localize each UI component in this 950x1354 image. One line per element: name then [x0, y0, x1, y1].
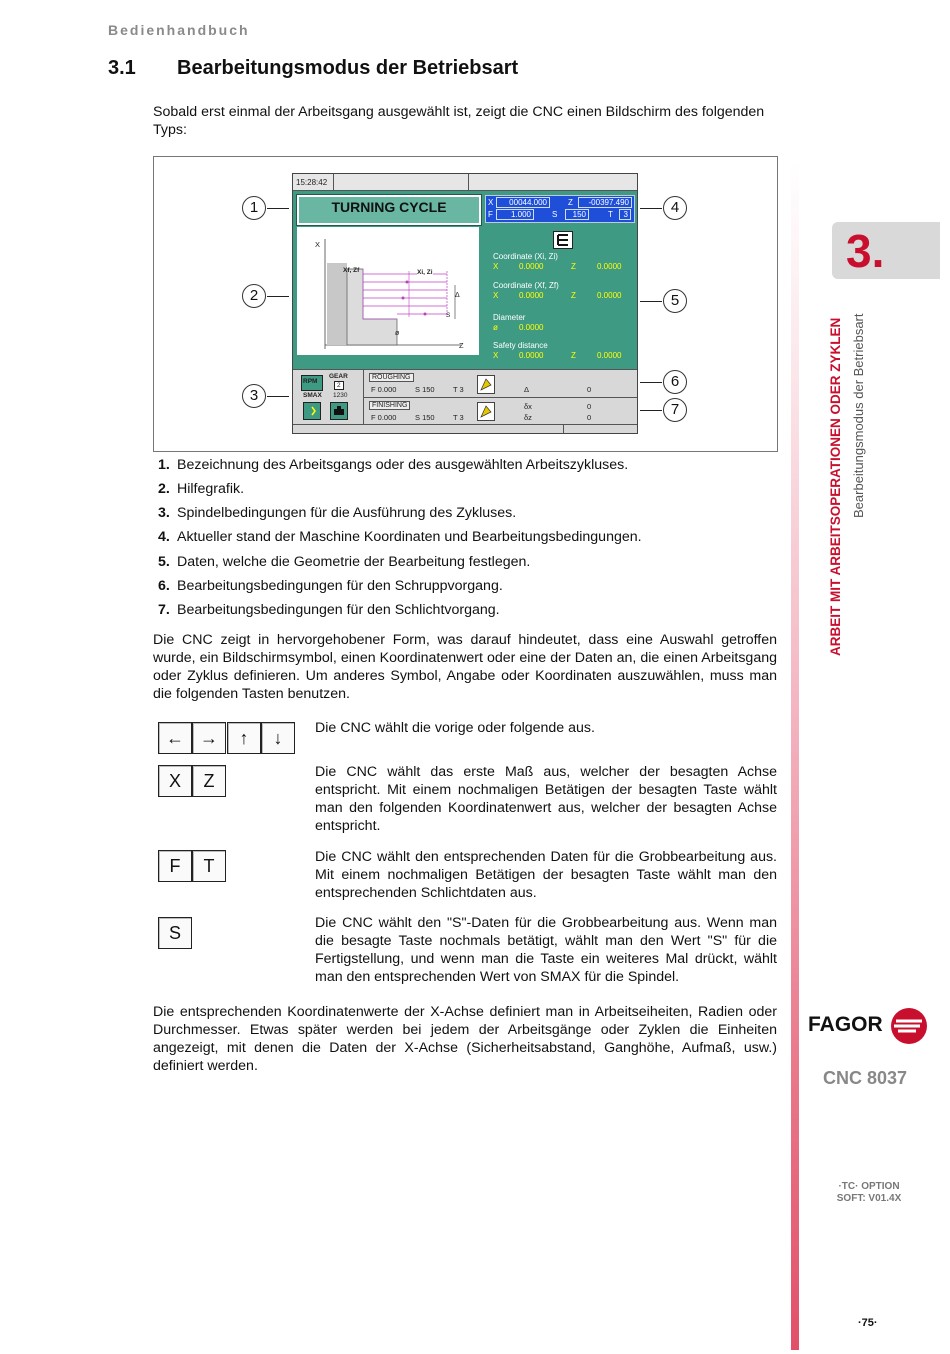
data-3-x-label: ø: [493, 323, 498, 332]
section-title: Bearbeitungsmodus der Betriebsart: [177, 57, 519, 79]
finishing-param1-value[interactable]: 0: [587, 402, 592, 411]
callout-3-arrow: [267, 396, 289, 397]
key-down[interactable]: ↓: [261, 722, 295, 754]
callout-4: 4: [663, 196, 687, 220]
callout-1-arrow: [267, 208, 289, 209]
running-header: Bedienhandbuch: [108, 22, 250, 38]
data-4-x-value[interactable]: 0.0000: [519, 351, 544, 360]
cycle-title: TURNING CYCLE: [331, 199, 447, 215]
data-1-title: Coordinate (Xi, Zi): [493, 252, 558, 261]
coolant-icon[interactable]: [330, 402, 348, 420]
key-z[interactable]: Z: [192, 765, 226, 797]
pos-x-value: 00044.000: [496, 197, 550, 208]
soft-version: SOFT: V01.4X: [836, 1193, 902, 1204]
callout-6-arrow: [640, 382, 662, 383]
pos-t-label: T: [608, 210, 613, 219]
fagor-logo-icon: [890, 1007, 928, 1045]
cycle-icon[interactable]: [553, 231, 573, 249]
data-4-x-label: X: [493, 351, 499, 360]
roughing-param-label: Δ: [524, 385, 530, 394]
spindle-direction-icon[interactable]: [303, 402, 321, 420]
pos-t-value: 3: [619, 209, 631, 220]
finishing-label: FINISHING: [369, 401, 410, 410]
data-1-z-value[interactable]: 0.0000: [597, 262, 622, 271]
section-number: 3.1: [108, 57, 136, 79]
pos-z-label: Z: [568, 198, 573, 207]
page-number: ·75·: [858, 1317, 878, 1329]
callout-2-arrow: [267, 296, 289, 297]
graphic-z-axis: Z: [459, 341, 464, 350]
finishing-tool-icon[interactable]: [477, 402, 495, 421]
pos-s-value: 150: [565, 209, 589, 220]
data-4-z-value[interactable]: 0.0000: [597, 351, 622, 360]
data-1-z-label: Z: [571, 262, 576, 271]
chapter-title-vertical: ARBEIT MIT ARBEITSOPERATIONEN ODER ZYKLEN: [828, 317, 843, 656]
pos-f-label: F: [488, 210, 493, 219]
key-f[interactable]: F: [158, 850, 192, 882]
pos-f-value: 1.000: [496, 209, 534, 220]
smax-value[interactable]: 1230: [333, 392, 348, 399]
roughing-tool-icon[interactable]: [477, 375, 495, 394]
roughing-label: ROUGHING: [369, 373, 414, 382]
data-1-x-value[interactable]: 0.0000: [519, 262, 544, 271]
finishing-param2-value[interactable]: 0: [587, 413, 592, 422]
data-2-z-label: Z: [571, 291, 576, 300]
roughing-s[interactable]: S 150: [415, 385, 435, 394]
graphic-s: S: [446, 312, 451, 319]
callout-5: 5: [663, 289, 687, 313]
screen-time: 15:28:42: [296, 178, 328, 187]
pos-s-label: S: [552, 210, 558, 219]
finishing-param1-label: δx: [524, 402, 532, 411]
callout-5-arrow: [640, 301, 662, 302]
data-2-x-label: X: [493, 291, 499, 300]
selection-paragraph: Die CNC zeigt in hervorgehobener Form, was darauf hindeutet, dass eine Auswahl getroffen wurde, ein Bildschirmsymbol, einen Koordinatenwert oder eine der Daten an, die einen Arbeitsgang oder Zyklus definieren. Um anderes Symbol, Angabe oder Koordinaten auszuwählen, muss man die folgenden Tasten benutzen.: [153, 632, 777, 702]
finishing-t[interactable]: T 3: [453, 413, 464, 422]
axis-keys-description: Die CNC wählt das erste Maß aus, welcher der besagten Achse entspricht. Mit einem nochmaligen Betätigen der besagten Taste wählt man den folgenden Koordinatenwert aus, welcher der besagten Achse entspricht.: [315, 764, 777, 834]
gear-value[interactable]: 2: [334, 381, 344, 390]
finishing-param2-label: δz: [524, 413, 532, 422]
data-1-x-label: X: [493, 262, 499, 271]
pos-x-label: X: [488, 198, 494, 207]
key-left[interactable]: ←: [158, 722, 192, 754]
cnc-model: CNC 8037: [823, 1068, 908, 1088]
callout-3: 3: [242, 384, 266, 408]
graphic-x-axis: X: [315, 240, 321, 249]
gear-label: GEAR: [329, 373, 348, 380]
callout-4-arrow: [640, 208, 662, 209]
graphic-label-i: Xi, Zi: [417, 269, 433, 276]
data-3-title: Diameter: [493, 313, 526, 322]
data-4-title: Safety distance: [493, 341, 548, 350]
smax-label: SMAX: [303, 392, 322, 399]
intro-paragraph: Sobald erst einmal der Arbeitsgang ausgewählt ist, zeigt die CNC einen Bildschirm des folgenden Typs:: [153, 104, 765, 138]
callout-6: 6: [663, 370, 687, 394]
callout-2: 2: [242, 284, 266, 308]
roughing-t[interactable]: T 3: [453, 385, 464, 394]
data-3-x-value[interactable]: 0.0000: [519, 323, 544, 332]
roughing-param-value[interactable]: 0: [587, 385, 592, 394]
option-info: [808, 1181, 930, 1205]
fagor-logo-text: FAGOR: [808, 1013, 883, 1036]
section-title-vertical: Bearbeitungsmodus der Betriebsart: [851, 313, 866, 518]
sidebar-color-bar: [791, 160, 799, 1350]
data-2-z-value[interactable]: 0.0000: [597, 291, 622, 300]
cnc-screen: [292, 173, 638, 434]
pos-z-value: -00397.490: [578, 197, 632, 208]
arrow-keys-description: Die CNC wählt die vorige oder folgende aus.: [315, 720, 595, 736]
data-4-z-label: Z: [571, 351, 576, 360]
finishing-f[interactable]: F 0.000: [371, 413, 397, 422]
ft-keys-description: Die CNC wählt den entsprechenden Daten für die Grobbearbeitung aus. Mit einem nochmaligen Betätigen der besagten Taste wählt man den entsprechenden Schlichtdaten aus.: [315, 849, 777, 901]
key-right[interactable]: →: [192, 722, 226, 754]
s-key-description: Die CNC wählt den "S"-Daten für die Grobbearbeitung aus. Wenn man die besagte Taste nochmals betätigt, wählt man den Wert "S" für die Fertigstellung, und wenn man die Taste ein weiteres Mal drückt, wählt man den entsprechenden Wert von SMAX für die Spindel.: [315, 915, 777, 985]
option-label: ·TC· OPTION: [838, 1181, 900, 1192]
graphic-label-f: Xf, Zf: [343, 267, 360, 274]
roughing-f[interactable]: F 0.000: [371, 385, 397, 394]
callout-7: 7: [663, 398, 687, 422]
graphic-diam: ø: [395, 330, 400, 337]
finishing-s[interactable]: S 150: [415, 413, 435, 422]
help-graphic: [297, 227, 479, 355]
callout-7-arrow: [640, 410, 662, 411]
key-up[interactable]: ↑: [227, 722, 261, 754]
key-x[interactable]: X: [158, 765, 192, 797]
x-axis-paragraph: Die entsprechenden Koordinatenwerte der X-Achse definiert man in Arbeitseiheiten, Radien oder Durchmesser. Etwas später werden bei jedem der Arbeitsgänge oder Zyklen die Einheiten angezeigt, mit denen die Daten der X-Achse (Sicherheitsabstand, Ganghöhe, Aufmaß, usw.) definiert werden.: [153, 1004, 777, 1074]
data-2-x-value[interactable]: 0.0000: [519, 291, 544, 300]
key-s[interactable]: S: [158, 917, 192, 949]
graphic-delta: Δ: [455, 292, 460, 299]
key-t[interactable]: T: [192, 850, 226, 882]
chapter-number: 3.: [846, 225, 885, 277]
rpm-label: RPM: [303, 378, 318, 385]
data-2-title: Coordinate (Xf, Zf): [493, 281, 559, 290]
callout-1: 1: [242, 196, 266, 220]
